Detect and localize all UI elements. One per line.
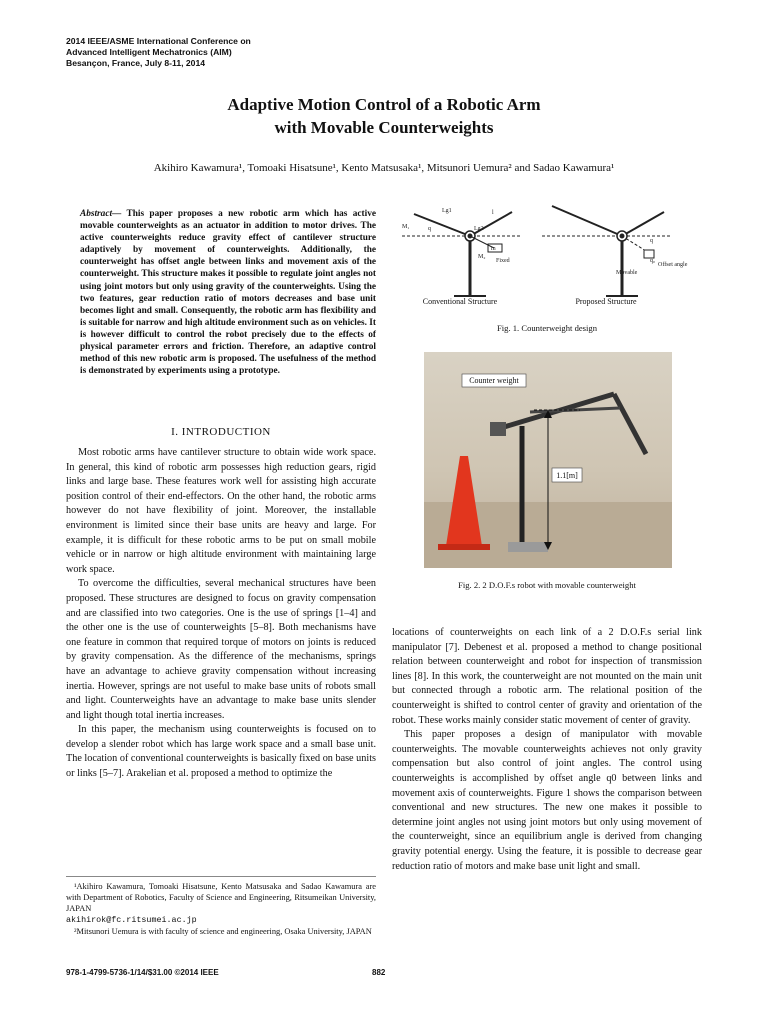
conference-line1: 2014 IEEE/ASME International Conference on — [66, 36, 251, 46]
label-l: l — [492, 210, 494, 216]
prop-counterweight — [644, 250, 654, 258]
footnote-2: ²Mitsunori Uemura is with faculty of science and engineering, Osaka University, JAPAN — [74, 927, 372, 936]
abstract-label: Abstract— — [80, 209, 122, 219]
label-fixed: Fixed — [496, 258, 510, 264]
conference-line3: Besançon, France, July 8-11, 2014 — [66, 58, 206, 68]
intro-column — [66, 446, 376, 782]
label-m: m — [491, 246, 496, 252]
section-heading-introduction: I. INTRODUCTION — [171, 426, 271, 438]
label-m1: M₁ — [402, 224, 410, 230]
prop-link1 — [552, 206, 622, 236]
authors: Akihiro Kawamura¹, Tomoaki Hisatsune¹, Kento Matsusaka¹, Mitsunori Uemura² and Sadao Kawamura¹ — [153, 162, 615, 174]
figure-1-caption: Fig. 1. Counterweight design — [496, 323, 598, 333]
footnote-email: akihirok@fc.ritsumei.ac.jp — [66, 915, 197, 925]
footnote-1-text: ¹Akihiro Kawamura, Tomoaki Hisatsune, Kento Matsusaka and Sadao Kawamura are with Department of Robotics, Faculty of Science and Engineering, Ritsumeikan University, JAPAN — [66, 882, 376, 913]
footer-page-number: 882 — [372, 968, 386, 977]
paper-title — [0, 93, 768, 139]
counterweight-block — [490, 422, 506, 436]
label-counterweight: Counter weight — [469, 376, 519, 385]
intro-paragraph-3: In this paper, the mechanism using counterweights is focused on to develop a slender robot which has large work space and a small base unit. The location of conventional counterweights is basically fixed on base units or links [5–7]. Arakelian et al. proposed a method to optimize the — [66, 724, 376, 780]
prop-link2 — [622, 212, 664, 236]
robot-link2 — [614, 394, 646, 454]
label-q: q — [428, 226, 431, 232]
conference-header — [66, 36, 251, 69]
footnotes — [66, 876, 376, 937]
title-line1: Adaptive Motion Control of a Robotic Arm — [227, 95, 541, 114]
figure-2-caption: Fig. 2. 2 D.O.F.s robot with movable counterweight — [458, 580, 636, 590]
conv-link2 — [470, 212, 512, 236]
label-q0: q₀ — [650, 258, 656, 264]
abstract-text: This paper proposes a new robotic arm which has active movable counterweights as an actuator in addition to motor drives. The active counterweights reduce gravity effect of cantilever structure adaptively by movement of counterweights. Additionally, the counterweight has offset angle between links and movement axis of the counterweight. This structure makes it possible to regulate joint angles not using joint motors but only using gravity of the counterweights. Using the two features, gear reduction ratio of motors decreases and base unit becomes light and small. Consequently, the robotic arm has flexibility and is suitable for narrow and high altitude environment such as on vehicles. It is however difficult to control the robot precisely due to the effects of physical parameter errors and friction. Therefore, an adaptive control method of this new robotic arm is proposed. The usefulness of the method is demonstrated by experiments using a prototype. — [80, 209, 376, 377]
label-q-right: q — [650, 238, 653, 244]
intro-paragraph-2: To overcome the difficulties, several mechanical structures have been proposed. These structures are designed to focus on gravity compensation and are classified into two categories. One is the use of springs [1–4] and the other one is the use of counterweights [5–8]. Both mechanisms have one feature in common that required torque of motors on joints is reduced by gravity compensation. As the difference of the mechanisms, springs have an advantage to achieve gravity compensation without increasing inertia. However, springs are not useful to make base units of robots small and light. Counterweights have an advantage to make base units slender and light though total inertia increases. — [66, 578, 376, 721]
label-lg1: Lg1 — [442, 208, 452, 214]
right-paragraph-2: This paper proposes a design of manipulator with movable counterweights. The movable counterweights achieves not only gravity compensation but also control of joint angles. The control using counterweights is accomplished by offset angle q0 between links and movement axis of counterweights. Figure 1 shows the comparison between conventional and new structures. The new one makes it possible to determine joint angles not using joint motors but only using movement of the counterweight, since an equilibrium angle is derived from changing gravity potential energy. Using the feature, it is possible to decrease gear reduction ratio of motors and make base unit light and small. — [392, 729, 702, 872]
label-height: 1.1[m] — [556, 471, 578, 480]
label-offset-angle: Offset angle — [658, 262, 688, 268]
footnote-1 — [66, 881, 376, 926]
right-paragraph-1: locations of counterweights on each link of a 2 D.O.F.s serial link manipulator [7]. Debenest et al. proposed a method to change positional relation between counterweight and robot for inspection of transmission lines [8]. In this work, the counterweight are not mounted on the main unit but connected through a robotic arm. The relational position of the counterweight is shifted to control center of gravity and orientation of the robot. These works mainly consider static movement of center of gravity. — [392, 627, 702, 726]
label-movable: Movable — [616, 270, 638, 276]
conference-line2: Advanced Intelligent Mechatronics (AIM) — [66, 47, 232, 57]
figure-2-photo — [424, 352, 672, 568]
right-column-text — [392, 626, 702, 874]
title-line2: with Movable Counterweights — [274, 118, 494, 137]
label-conventional: Conventional Structure — [422, 297, 498, 306]
label-proposed: Proposed Structure — [575, 297, 637, 306]
conv-link1 — [414, 214, 470, 236]
label-m2: M₂ — [478, 254, 486, 260]
footer-copyright: 978-1-4799-5736-1/14/$31.00 ©2014 IEEE — [66, 968, 219, 977]
figure-1-diagram — [392, 200, 704, 310]
robot-photo-sketch — [424, 352, 672, 568]
abstract — [80, 208, 376, 377]
label-lg2: Lg2 — [474, 226, 484, 232]
traffic-cone — [446, 456, 482, 546]
intro-paragraph-1: Most robotic arms have cantilever structure to obtain wide work space. In general, this kind of robotic arm possesses high reduction gears, rigid links and large base. These features work well for assisting high accurate position control of their end-effectors. On the other hand, the robotic arms however do not have flexibility of joint. Moreover, the installable environment is limited since their base units are heavy and large. For example, it is difficult for these robotic arms to be put on small mobile vehicle or in narrow or high altitude environment with maintaining large work space. — [66, 447, 376, 575]
